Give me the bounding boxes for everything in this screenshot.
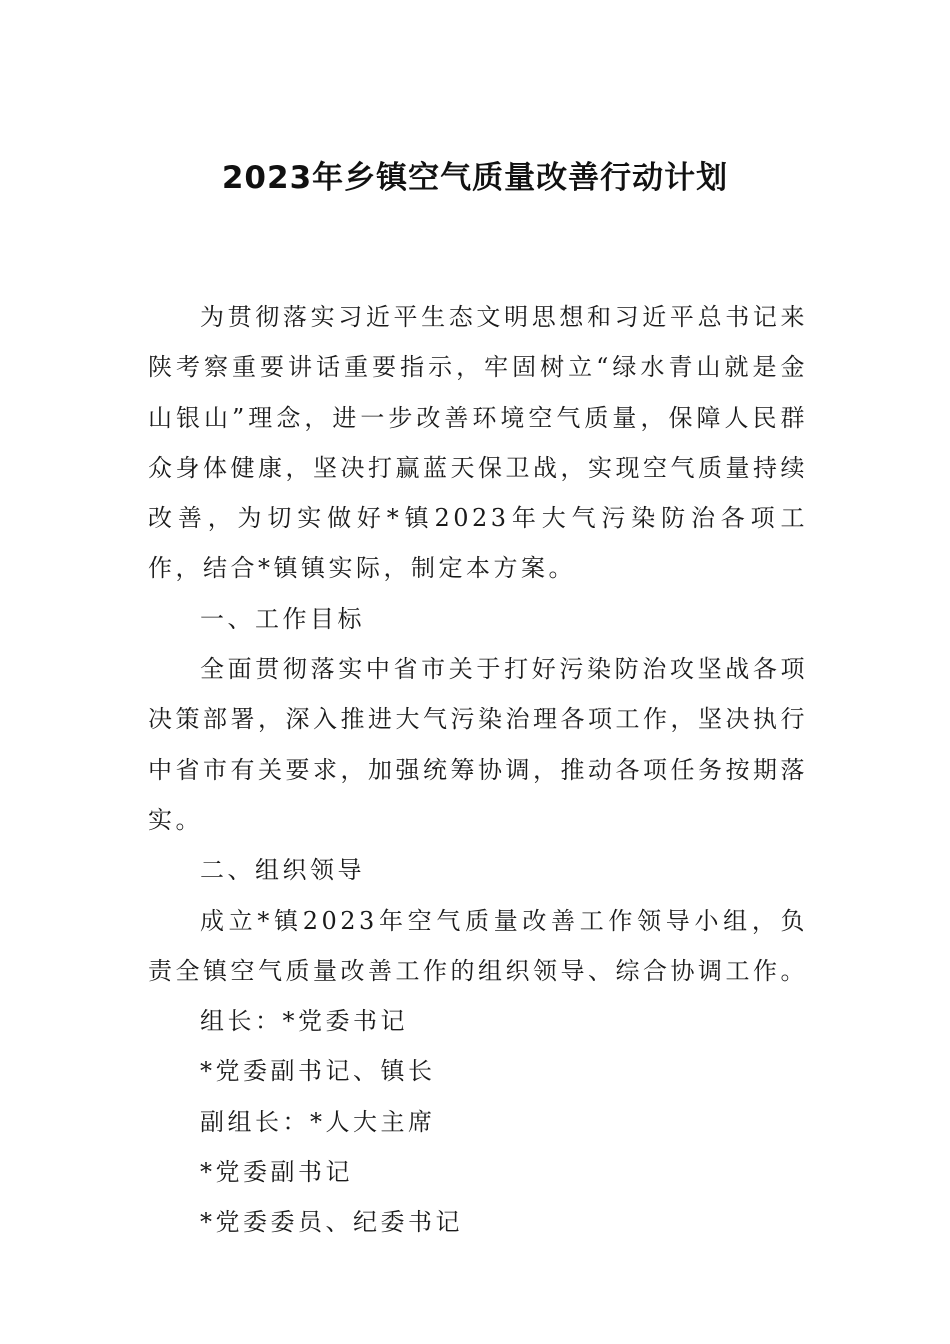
document-title: 2023年乡镇空气质量改善行动计划 bbox=[221, 160, 729, 196]
member-line: *党委副书记 bbox=[200, 1158, 353, 1187]
intro-paragraph: 为贯彻落实习近平生态文明思想和习近平总书记来陕考察重要讲话重要指示，牢固树立“绿水青山就是金山银山”理念，进一步改善环境空气质量，保障人民群众身体健康，坚决打赢蓝天保卫战，实现空气质量持续改善，为切实做好*镇2023年大气污染防治各项工作，结合*镇镇实际，制定本方案。 bbox=[148, 303, 808, 583]
section-paragraph-leadership: 成立*镇2023年空气质量改善工作领导小组，负责全镇空气质量改善工作的组织领导、综合协调工作。 bbox=[148, 906, 808, 985]
document-body bbox=[148, 292, 808, 1248]
member-line: *党委委员、纪委书记 bbox=[200, 1208, 463, 1237]
section-heading-leadership: 二、组织领导 bbox=[200, 856, 365, 885]
member-line: 组长：*党委书记 bbox=[200, 1007, 408, 1036]
section-paragraph-goals: 全面贯彻落实中省市关于打好污染防治攻坚战各项决策部署，深入推进大气污染治理各项工作，坚决执行中省市有关要求，加强统筹协调，推动各项任务按期落实。 bbox=[148, 655, 808, 834]
section-heading-goals: 一、工作目标 bbox=[200, 604, 365, 633]
member-line: 副组长：*人大主席 bbox=[200, 1107, 436, 1136]
member-line: *党委副书记、镇长 bbox=[200, 1057, 436, 1086]
